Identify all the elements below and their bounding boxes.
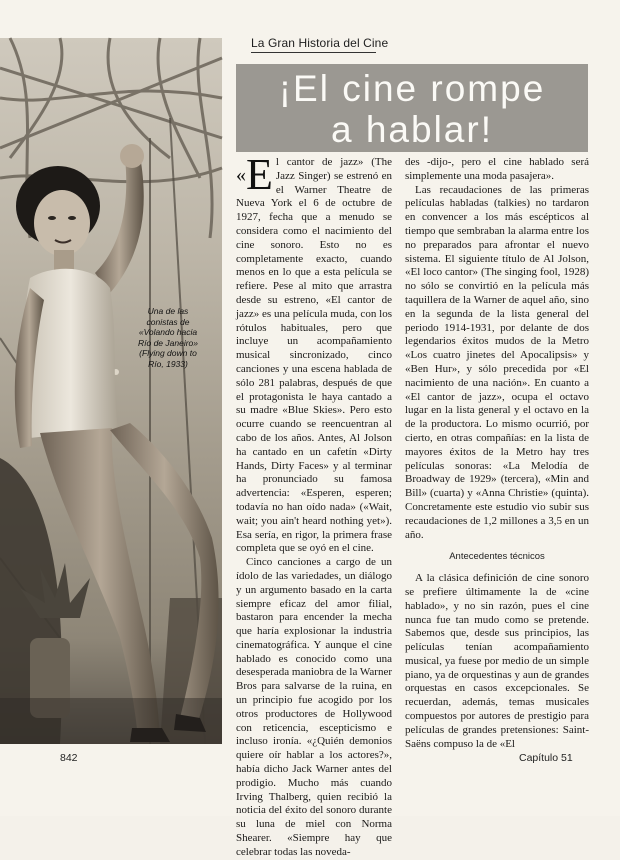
- series-title: La Gran Historia del Cine: [251, 36, 389, 50]
- headline-line-1: ¡El cine rompe: [278, 68, 546, 109]
- photo-illustration: [0, 38, 222, 744]
- headline: [236, 64, 588, 152]
- drop-cap: «E: [236, 150, 273, 199]
- article-paragraph: des -dijo-, pero el cine hablado será simplemente una moda pasajera».: [405, 156, 589, 182]
- article-paragraph: «E l cantor de jazz» (The Jazz Singer) se estrenó en el Warner Theatre de Nueva York el 6 de octubre de 1927, fecha que a menudo se considera como el nacimiento del cine sonoro. Esto no es completamente exacto, cuando menos en lo que a esta película se refiere. Pese al mito que arrastra desde su estreno, «El cantor de jazz» es una película muda, con los rótulos habituales, pero que incluye un acompañamiento musical sincronizado, cinco canciones y una escena hablada de sólo 281 palabras, después de que el protagonista le haya cantado a su madre «Blue Skies». Pero esto ocurre cuando se reencuentran al cabo de los años. Antes, Al Jolson ha cantado en un cafetín «Dirty Hands, Dirty Faces» y al terminar ha pronunciado su famosa advertencia: «Esperen, esperen; todavía no han oído nada» («Wait, wait; you ain't heard nothing yet»). Esa sería, en rigor, la primera frase completa que se oyó en el cine.: [236, 150, 392, 555]
- photo-caption: Una de las conistas de «Volando hacia Río de Janeiro» (Flying down to Río, 1933): [137, 306, 198, 369]
- article-paragraph: Las recaudaciones de las primeras películas habladas (talkies) no tardaron en convencer a los más escépticos al tiempo que sembraban la alarma entre los no preparados para afrontar el nuevo sistema. El siguiente título de Al Jolson, «El loco cantor» (The singing fool, 1928) no sólo se convirtió en la película más taquillera de la Warner de aquel año, sino en la segunda de la lista general del periodo 1914-1931, por delante de dos legendarios éxitos mudos de la Metro «Los cuatro jinetes del Apocalipsis» y «Ben Hur», y sólo precedida por «El nacimiento de una nación». En cuanto a «El cantor de jazz», ocupa el octavo lugar en la lista general y el octavo en la de la productora. Lo mismo ocurrió, por cierto, en otras compañías: en la lista de mayores éxitos de la Metro hay tres películas sonoras: «La Melodía de Broadway de 1929» (tercera), «Min and Bill» (cuarta) y «Anna Christie» (quinta). Concretamente este estudio vio subir sus recaudaciones de 1,2 millones a 3,5 en un año.: [405, 183, 589, 541]
- article-column-2: [405, 156, 589, 751]
- actress-photo: [0, 38, 222, 744]
- section-subheading: Antecedentes técnicos: [449, 551, 545, 563]
- headline-line-2: a hablar!: [331, 109, 493, 150]
- article-paragraph: Cinco canciones a cargo de un ídolo de las variedades, un diálogo y un argumento basado en la carta siempre eficaz del amor filial, bastaron para encender la mecha que haría explosionar la industria cinematográfica. Y aunque el cine hablado es conocido como una desesperada maniobra de la Warner Bros para salvarse de la ruina, en un principio fue acogido por los otros productores de Hollywood con reticencia, escepticismo e incluso ironía. «¿Quién demonios quiere oír hablar a los actores?», había dicho Jack Warner antes del prodigio. Mucho más cuando Irving Thalberg, quien recibió la noticia del éxito del sonoro durante su luna de miel con Norma Shearer. «Siempre hay que celebrar todas las noveda-: [236, 556, 392, 858]
- series-underline: [251, 52, 376, 53]
- article-paragraph: A la clásica definición de cine sonoro se prefiere últimamente la de «cine hablado», y no sin razón, pues el cine nunca fue tan mudo como se pretende. Sabemos que, desde sus principios, las películas tenían acompañamiento musical, ya fuese por medio de un simple piano, ya de orquestinas y aun de grandes orquestas en casos excepcionales. Se recuerdan, además, temas musicales compuestos por autores de prestigio para películas de grandes pretensiones: Saint-Saëns compuso la de «El: [405, 572, 589, 750]
- page-number: 842: [60, 752, 78, 764]
- article-column-1: [236, 150, 392, 860]
- chapter-label: Capítulo 51: [519, 752, 573, 764]
